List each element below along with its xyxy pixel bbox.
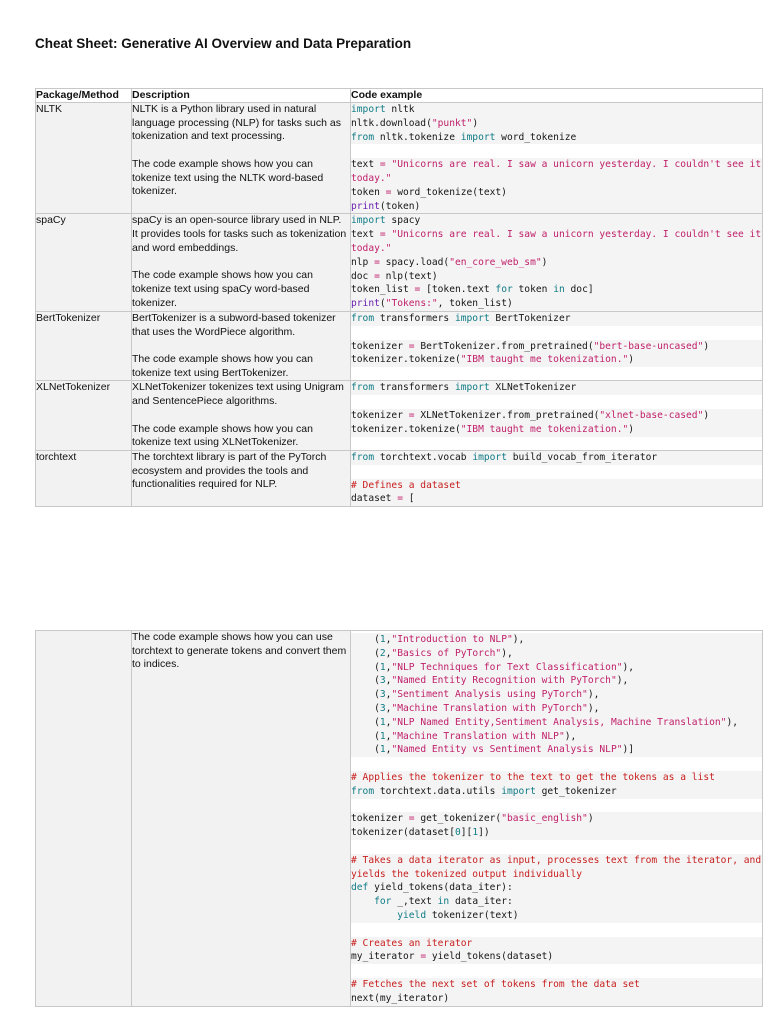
description-text: XLNetTokenizer tokenizes text using Unigram and SentencePiece algorithms. [132, 381, 347, 408]
description-text: The code example shows how you can tokenize text using the NLTK word-based tokenizer. [132, 157, 327, 198]
description-cell [132, 103, 351, 214]
table-row-torchtext [36, 450, 763, 506]
code-line: (3,"Sentiment Analysis using PyTorch"), [351, 688, 762, 702]
package-name: BertTokenizer [36, 311, 132, 381]
code-line: # Applies the tokenizer to the text to get the tokens as a list [351, 771, 762, 785]
cheat-sheet-table [35, 88, 767, 507]
package-name: XLNetTokenizer [36, 381, 132, 451]
code-example-cell [351, 311, 763, 381]
code-line [351, 395, 762, 409]
code-line: tokenizer = BertTokenizer.from_pretrained("bert-base-uncased") [351, 340, 762, 354]
code-line: import nltk [351, 103, 762, 117]
code-line: yield tokenizer(text) [351, 909, 762, 923]
code-line: (1,"NLP Techniques for Text Classification"), [351, 661, 762, 675]
table-row-nltk [36, 103, 763, 214]
code-line: (2,"Basics of PyTorch"), [351, 647, 762, 661]
code-line: tokenizer(dataset[0][1]) [351, 826, 762, 840]
description-cell [132, 311, 351, 381]
code-line [351, 799, 762, 813]
page-title: Cheat Sheet: Generative AI Overview and Data Preparation [35, 36, 412, 51]
code-line: text = "Unicorns are real. I saw a unicorn yesterday. I couldn't see it today." [351, 229, 767, 254]
code-block [351, 312, 762, 367]
code-line: print("Tokens:", token_list) [351, 297, 762, 311]
code-line: from torchtext.vocab import build_vocab_from_iterator [351, 451, 762, 465]
code-example-cell [351, 631, 767, 1007]
code-line: def yield_tokens(data_iter): [351, 881, 762, 895]
package-name: torchtext [36, 450, 132, 506]
description-text: spaCy is an open-source library used in NLP. It provides tools for tasks such as tokenization and word embeddings. [132, 214, 350, 254]
code-line: dataset = [ [351, 492, 762, 506]
code-line: (1,"NLP Named Entity,Sentiment Analysis, Machine Translation"), [351, 716, 762, 730]
code-line: (3,"Machine Translation with PyTorch"), [351, 702, 762, 716]
code-example-cell [351, 103, 767, 214]
code-line: # Creates an iterator [351, 937, 762, 951]
package-name: spaCy [36, 214, 132, 312]
code-line: my_iterator = yield_tokens(dataset) [351, 950, 762, 964]
code-line [351, 326, 762, 340]
code-line: (3,"Named Entity Recognition with PyTorch"), [351, 674, 762, 688]
code-block [351, 381, 762, 436]
code-line: next(my_iterator) [351, 992, 762, 1006]
code-line: for _,text in data_iter: [351, 895, 762, 909]
table-header-row [36, 89, 763, 103]
code-example-cell [351, 381, 763, 451]
table-row-torchtext-continued [36, 631, 763, 1007]
column-header-code: Code example [351, 89, 763, 103]
code-line: tokenizer = XLNetTokenizer.from_pretrained("xlnet-base-cased") [351, 409, 762, 423]
code-example-cell [351, 214, 767, 312]
table-row-berttokenizer [36, 311, 763, 381]
code-line [351, 840, 762, 854]
code-line: (1,"Introduction to NLP"), [351, 633, 762, 647]
package-name [36, 631, 132, 1007]
code-line: nlp = spacy.load("en_core_web_sm") [351, 256, 762, 270]
description-text: The code example shows how you can tokenize text using BertTokenizer. [132, 353, 316, 379]
code-line [351, 465, 762, 479]
column-header-package: Package/Method [36, 89, 132, 103]
table-row-xlnettokenizer [36, 381, 763, 451]
description-text: NLTK is a Python library used in natural language processing (NLP) for tasks such as tokenization and text processing. [132, 103, 344, 143]
code-line: tokenizer.tokenize("IBM taught me tokenization.") [351, 353, 762, 367]
code-line: nltk.download("punkt") [351, 117, 762, 131]
description-text: The code example shows how you can use torchtext to generate tokens and convert them to indices. [132, 631, 350, 671]
code-line: import spacy [351, 214, 762, 228]
cheat-sheet-table-continued [35, 630, 767, 1007]
code-line: doc = nlp(text) [351, 270, 762, 284]
code-line: # Defines a dataset [351, 479, 762, 493]
code-line: tokenizer = get_tokenizer("basic_english") [351, 812, 762, 826]
description-text: The code example shows how you can tokenize text using spaCy word-based tokenizer. [132, 269, 316, 309]
code-block [351, 633, 767, 1006]
code-block [351, 103, 767, 213]
code-line: from nltk.tokenize import word_tokenize [351, 131, 762, 145]
description-cell [132, 381, 351, 451]
code-block [351, 451, 762, 506]
code-line: token_list = [token.text for token in doc] [351, 283, 762, 297]
code-line: (1,"Named Entity vs Sentiment Analysis NLP")] [351, 743, 762, 757]
code-line: text = "Unicorns are real. I saw a unicorn yesterday. I couldn't see it today." [351, 159, 767, 184]
code-block [351, 214, 767, 311]
description-cell [132, 450, 351, 506]
description-text: BertTokenizer is a subword-based tokenizer that uses the WordPiece algorithm. [132, 311, 339, 338]
code-line: from transformers import XLNetTokenizer [351, 381, 762, 395]
column-header-description: Description [132, 89, 351, 103]
code-line [351, 964, 762, 978]
code-line: token = word_tokenize(text) [351, 186, 762, 200]
code-line [351, 923, 762, 937]
code-line [351, 757, 762, 771]
code-line: (1,"Machine Translation with NLP"), [351, 730, 762, 744]
code-example-cell [351, 450, 763, 506]
code-line: print(token) [351, 200, 762, 214]
code-line: tokenizer.tokenize("IBM taught me tokenization.") [351, 423, 762, 437]
code-line: from transformers import BertTokenizer [351, 312, 762, 326]
description-text: The torchtext library is part of the PyTorch ecosystem and provides the tools and functionalities required for NLP. [132, 450, 330, 491]
description-text: The code example shows how you can tokenize text using XLNetTokenizer. [132, 422, 316, 449]
table-row-spacy [36, 214, 763, 312]
code-line: # Takes a data iterator as input, processes text from the iterator, and yields the tokenized output individually [351, 854, 767, 880]
code-line: # Fetches the next set of tokens from the data set [351, 978, 762, 992]
code-line [351, 144, 762, 158]
code-line: from torchtext.data.utils import get_tokenizer [351, 785, 762, 799]
description-cell [132, 631, 351, 1007]
package-name: NLTK [36, 103, 132, 214]
description-cell [132, 214, 351, 312]
